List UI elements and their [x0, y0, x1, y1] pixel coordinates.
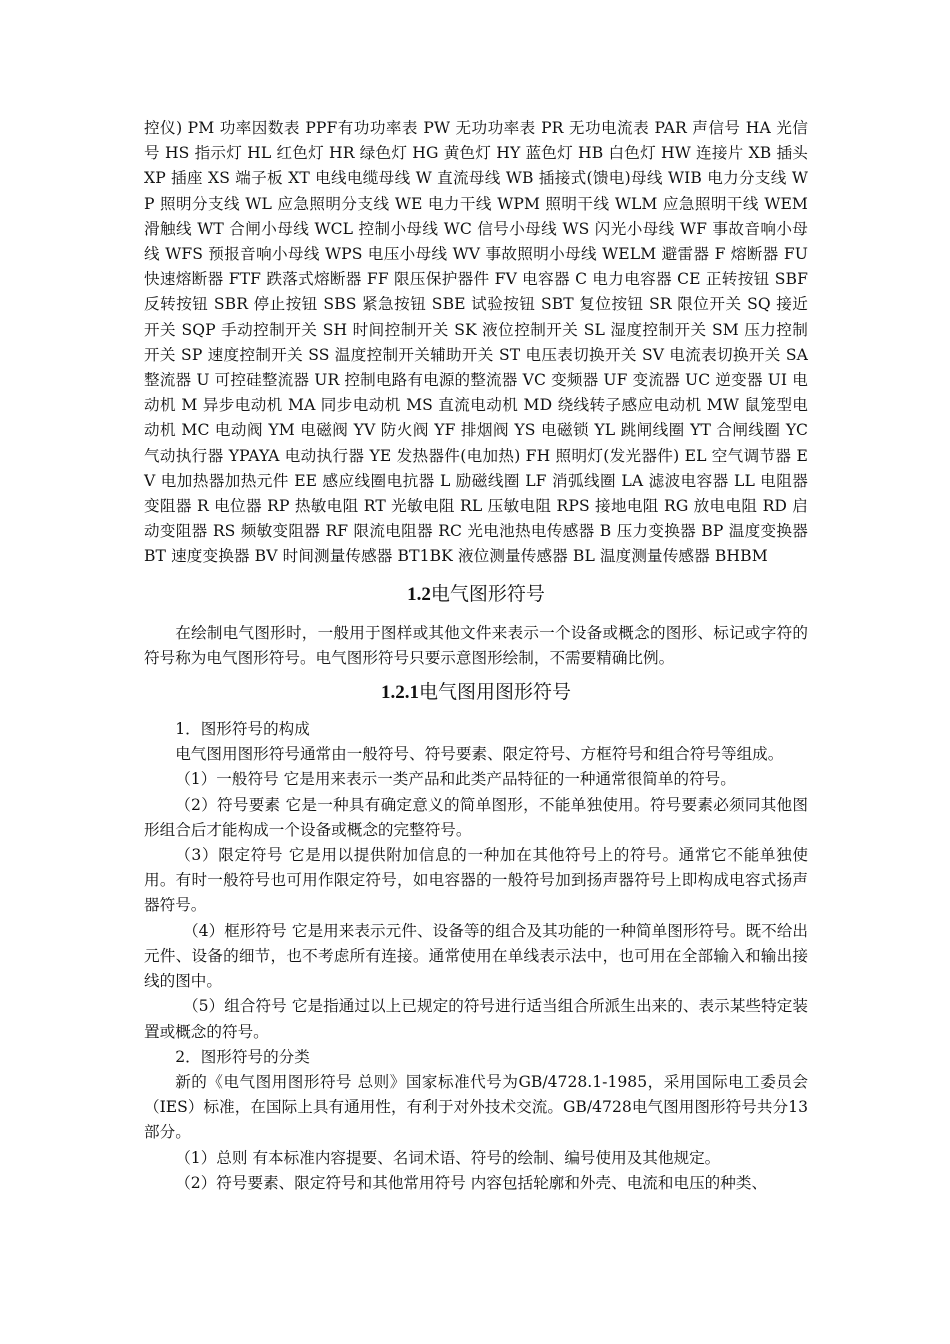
section-heading-1-2-1	[144, 677, 808, 708]
document-page	[144, 116, 808, 1196]
section-title-1-2-1: 电气图用图形符号	[418, 681, 571, 704]
intro-symbol-list: 控仪) PM 功率因数表 PPF有功功率表 PW 无功功率表 PR 无功电流表 PAR 声信号 HA 光信号 HS 指示灯 HL 红色灯 HR 绿色灯 HG 黄色灯 HY 蓝色灯 HB 白色灯 HW 连接片 XB 插头 XP 插座 XS 端子板 XT 电线电缆母线 W 直流母线 WB 插接式(馈电)母线 WIB 电力分支线 WP 照明分支线 WL 应急照明分支线 WE 电力干线 WPM 照明干线 WLM 应急照明干线 WEM 滑触线 WT 合闸小母线 WCL 控制小母线 WC 信号小母线 WS 闪光小母线 WF 事故音响小母线 WFS 预报音响小母线 WPS 电压小母线 WV 事故照明小母线 WELM 避雷器 F 熔断器 FU 快速熔断器 FTF 跌落式熔断器 FF 限压保护器件 FV 电容器 C 电力电容器 CE 正转按钮 SBF 反转按钮 SBR 停止按钮 SBS 紧急按钮 SBE 试验按钮 SBT 复位按钮 SR 限位开关 SQ 接近开关 SQP 手动控制开关 SH 时间控制开关 SK 液位控制开关 SL 湿度控制开关 SM 压力控制开关 SP 速度控制开关 SS 温度控制开关辅助开关 ST 电压表切换开关 SV 电流表切换开关 SA 整流器 U 可控硅整流器 UR 控制电路有电源的整流器 VC 变频器 UF 变流器 UC 逆变器 UI 电动机 M 异步电动机 MA 同步电动机 MS 直流电动机 MD 绕线转子感应电动机 MW 鼠笼型电动机 MC 电动阀 YM 电磁阀 YV 防火阀 YF 排烟阀 YS 电磁锁 YL 跳闸线圈 YT 合闸线圈 YC 气动执行器 YPAYA 电动执行器 YE 发热器件(电加热) FH 照明灯(发光器件) EL 空气调节器 EV 电加热器加热元件 EE 感应线圈电抗器 L 励磁线圈 LF 消弧线圈 LA 滤波电容器 LL 电阻器变阻器 R 电位器 RP 热敏电阻 RT 光敏电阻 RL 压敏电阻 RPS 接地电阻 RG 放电电阻 RD 启动变阻器 RS 频敏变阻器 RF 限流电阻器 RC 光电池热电传感器 B 压力变换器 BP 温度变换器 BT 速度变换器 BV 时间测量传感器 BT1BK 液位测量传感器 BL 温度测量传感器 BHBM	[144, 119, 808, 566]
section-heading-1-2	[144, 579, 808, 610]
subheading-symbol-classification: 2．图形符号的分类	[175, 1047, 310, 1066]
paragraph-composition-intro: 电气图用图形符号通常由一般符号、符号要素、限定符号、方框符号和组合符号等组成。	[175, 745, 784, 764]
paragraph-symbol-element: （2）符号要素 它是一种具有确定意义的简单图形，不能单独使用。符号要素必须同其他图形组合后才能构成一个设备或概念的完整符号。	[144, 795, 808, 839]
subheading-symbol-composition: 1．图形符号的构成	[175, 720, 310, 739]
paragraph-qualifying-symbol: （3）限定符号 它是用以提供附加信息的一种加在其他符号上的符号。通常它不能单独使用。有时一般符号也可用作限定符号，如电容器的一般符号加到扬声器符号上即构成电容式扬声器符号。	[144, 846, 808, 915]
section-number-1-2: 1.2	[407, 583, 431, 605]
section-1-2-paragraph: 在绘制电气图形时，一般用于图样或其他文件来表示一个设备或概念的图形、标记或字符的符号称为电气图形符号。电气图形符号只要示意图形绘制，不需要精确比例。	[144, 623, 808, 667]
paragraph-general-symbol: （1）一般符号 它是用来表示一类产品和此类产品特征的一种通常很简单的符号。	[175, 770, 736, 789]
paragraph-block-symbol: （4）框形符号 它是用来表示元件、设备等的组合及其功能的一种简单图形符号。既不给出元件、设备的细节，也不考虑所有连接。通常使用在单线表示法中，也可用在全部输入和输出接线的图中。	[144, 921, 808, 991]
paragraph-standard-gb4728: 新的《电气图用图形符号 总则》国家标准代号为GB/4728.1-1985，采用国际电工委员会（IES）标准，在国际上具有通用性，有利于对外技术交流。GB/4728电气图用图形符号共分13部分。	[144, 1072, 808, 1142]
paragraph-symbol-elements-common: （2）符号要素、限定符号和其他常用符号 内容包括轮廓和外壳、电流和电压的种类、	[175, 1173, 768, 1192]
section-title-1-2: 电气图形符号	[430, 582, 545, 605]
section-number-1-2-1: 1.2.1	[380, 682, 419, 704]
paragraph-general-rules: （1）总则 有本标准内容提要、名词术语、符号的绘制、编号使用及其他规定。	[175, 1148, 721, 1167]
paragraph-combined-symbol: （5）组合符号 它是指通过以上已规定的符号进行适当组合所派生出来的、表示某些特定装置或概念的符号。	[144, 997, 808, 1041]
